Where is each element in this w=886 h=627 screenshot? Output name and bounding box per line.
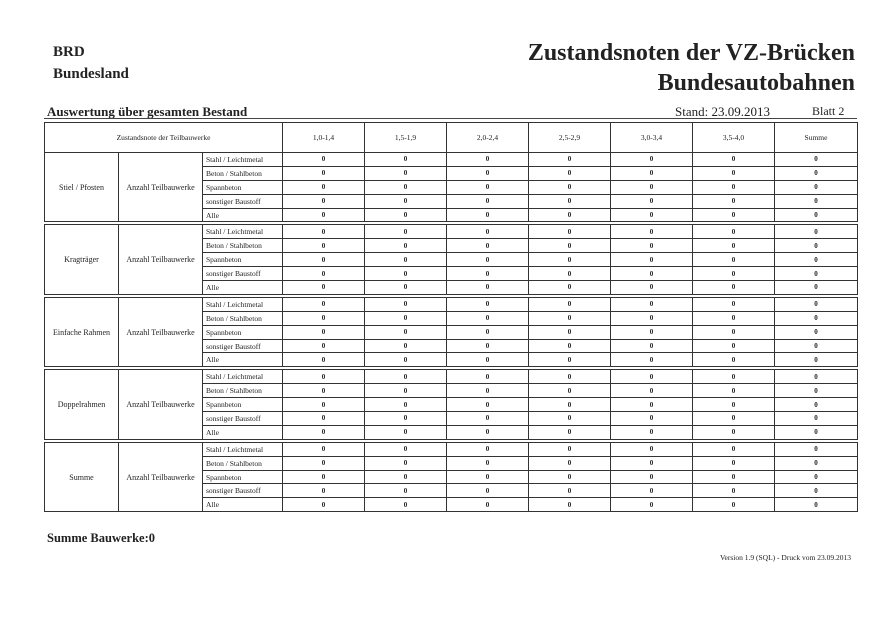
value-cell: 0 — [611, 456, 693, 470]
material-cell: sonstiger Baustoff — [203, 194, 283, 208]
value-cell: 0 — [775, 194, 858, 208]
value-cell: 0 — [529, 370, 611, 384]
value-cell: 0 — [775, 384, 858, 398]
value-cell: 0 — [775, 239, 858, 253]
value-cell: 0 — [365, 498, 447, 512]
table-row — [45, 297, 858, 311]
material-cell: sonstiger Baustoff — [203, 412, 283, 426]
value-cell: 0 — [529, 153, 611, 167]
material-cell: sonstiger Baustoff — [203, 339, 283, 353]
category-cell: Kragträger — [45, 225, 119, 294]
value-cell: 0 — [365, 470, 447, 484]
value-cell: 0 — [529, 339, 611, 353]
category-cell: Summe — [45, 442, 119, 511]
value-cell: 0 — [611, 208, 693, 222]
value-cell: 0 — [283, 281, 365, 295]
category-cell: Stiel / Pfosten — [45, 153, 119, 222]
material-cell: Spannbeton — [203, 470, 283, 484]
header-divider — [44, 118, 857, 119]
column-header: 2,0-2,4 — [447, 123, 529, 153]
column-header: 2,5-2,9 — [529, 123, 611, 153]
table-header-row — [45, 123, 858, 153]
value-cell: 0 — [775, 425, 858, 439]
report-subtitle: Auswertung über gesamten Bestand — [47, 104, 248, 119]
page-title: Zustandsnoten der VZ-Brücken — [527, 40, 855, 66]
value-cell: 0 — [611, 297, 693, 311]
value-cell: 0 — [693, 484, 775, 498]
value-cell: 0 — [611, 194, 693, 208]
value-cell: 0 — [693, 398, 775, 412]
value-cell: 0 — [365, 456, 447, 470]
material-cell: Beton / Stahlbeton — [203, 239, 283, 253]
value-cell: 0 — [529, 425, 611, 439]
value-cell: 0 — [693, 208, 775, 222]
value-cell: 0 — [447, 194, 529, 208]
value-cell: 0 — [365, 253, 447, 267]
value-cell: 0 — [283, 353, 365, 367]
value-cell: 0 — [611, 180, 693, 194]
value-cell: 0 — [529, 166, 611, 180]
value-cell: 0 — [693, 498, 775, 512]
value-cell: 0 — [283, 470, 365, 484]
value-cell: 0 — [283, 339, 365, 353]
value-cell: 0 — [693, 267, 775, 281]
value-cell: 0 — [529, 398, 611, 412]
column-header: 1,0-1,4 — [283, 123, 365, 153]
value-cell: 0 — [365, 339, 447, 353]
value-cell: 0 — [447, 325, 529, 339]
value-cell: 0 — [529, 384, 611, 398]
value-cell: 0 — [447, 208, 529, 222]
material-cell: Stahl / Leichtmetal — [203, 370, 283, 384]
value-cell: 0 — [693, 442, 775, 456]
value-cell: 0 — [365, 311, 447, 325]
value-cell: 0 — [775, 297, 858, 311]
value-cell: 0 — [529, 267, 611, 281]
value-cell: 0 — [529, 311, 611, 325]
value-cell: 0 — [611, 281, 693, 295]
value-cell: 0 — [611, 384, 693, 398]
value-cell: 0 — [365, 153, 447, 167]
value-cell: 0 — [775, 153, 858, 167]
value-cell: 0 — [775, 339, 858, 353]
value-cell: 0 — [529, 281, 611, 295]
value-cell: 0 — [283, 208, 365, 222]
value-cell: 0 — [529, 225, 611, 239]
value-cell: 0 — [447, 412, 529, 426]
value-cell: 0 — [447, 180, 529, 194]
value-cell: 0 — [283, 384, 365, 398]
value-cell: 0 — [775, 225, 858, 239]
value-cell: 0 — [611, 353, 693, 367]
value-cell: 0 — [365, 370, 447, 384]
value-cell: 0 — [775, 456, 858, 470]
value-cell: 0 — [529, 239, 611, 253]
table-row — [45, 153, 858, 167]
value-cell: 0 — [447, 281, 529, 295]
value-cell: 0 — [611, 425, 693, 439]
value-cell: 0 — [365, 412, 447, 426]
value-cell: 0 — [365, 194, 447, 208]
value-cell: 0 — [365, 325, 447, 339]
value-cell: 0 — [693, 384, 775, 398]
value-cell: 0 — [283, 412, 365, 426]
material-cell: sonstiger Baustoff — [203, 484, 283, 498]
value-cell: 0 — [611, 239, 693, 253]
value-cell: 0 — [529, 484, 611, 498]
value-cell: 0 — [447, 339, 529, 353]
value-cell: 0 — [365, 442, 447, 456]
material-cell: Stahl / Leichtmetal — [203, 297, 283, 311]
material-cell: Beton / Stahlbeton — [203, 311, 283, 325]
material-cell: Alle — [203, 498, 283, 512]
value-cell: 0 — [529, 253, 611, 267]
value-cell: 0 — [611, 325, 693, 339]
value-cell: 0 — [447, 484, 529, 498]
value-cell: 0 — [693, 425, 775, 439]
value-cell: 0 — [775, 484, 858, 498]
value-cell: 0 — [283, 442, 365, 456]
subcategory-cell: Anzahl Teilbauwerke — [119, 297, 203, 366]
material-cell: Alle — [203, 425, 283, 439]
value-cell: 0 — [447, 153, 529, 167]
value-cell: 0 — [693, 225, 775, 239]
value-cell: 0 — [693, 166, 775, 180]
value-cell: 0 — [529, 498, 611, 512]
value-cell: 0 — [611, 442, 693, 456]
value-cell: 0 — [447, 267, 529, 281]
material-cell: Alle — [203, 281, 283, 295]
value-cell: 0 — [611, 253, 693, 267]
table-row — [45, 225, 858, 239]
value-cell: 0 — [447, 166, 529, 180]
value-cell: 0 — [447, 425, 529, 439]
value-cell: 0 — [365, 398, 447, 412]
material-cell: Alle — [203, 353, 283, 367]
value-cell: 0 — [447, 384, 529, 398]
corner-header: Zustandsnote der Teilbauwerke — [45, 123, 283, 153]
value-cell: 0 — [529, 180, 611, 194]
value-cell: 0 — [775, 281, 858, 295]
value-cell: 0 — [447, 398, 529, 412]
material-cell: Stahl / Leichtmetal — [203, 153, 283, 167]
value-cell: 0 — [693, 325, 775, 339]
report-date: Stand: 23.09.2013 — [675, 104, 770, 119]
material-cell: Spannbeton — [203, 325, 283, 339]
value-cell: 0 — [447, 311, 529, 325]
value-cell: 0 — [365, 239, 447, 253]
value-cell: 0 — [283, 456, 365, 470]
value-cell: 0 — [611, 470, 693, 484]
subcategory-cell: Anzahl Teilbauwerke — [119, 225, 203, 294]
value-cell: 0 — [283, 297, 365, 311]
value-cell: 0 — [529, 208, 611, 222]
material-cell: Spannbeton — [203, 253, 283, 267]
value-cell: 0 — [775, 311, 858, 325]
value-cell: 0 — [693, 470, 775, 484]
value-cell: 0 — [447, 370, 529, 384]
value-cell: 0 — [529, 297, 611, 311]
value-cell: 0 — [775, 398, 858, 412]
material-cell: Stahl / Leichtmetal — [203, 225, 283, 239]
value-cell: 0 — [693, 456, 775, 470]
value-cell: 0 — [693, 370, 775, 384]
value-cell: 0 — [365, 297, 447, 311]
value-cell: 0 — [365, 208, 447, 222]
column-header: Summe — [775, 123, 858, 153]
category-cell: Doppelrahmen — [45, 370, 119, 439]
state-label: BRD — [53, 44, 85, 60]
value-cell: 0 — [693, 180, 775, 194]
value-cell: 0 — [775, 353, 858, 367]
value-cell: 0 — [365, 281, 447, 295]
value-cell: 0 — [283, 153, 365, 167]
value-cell: 0 — [283, 325, 365, 339]
value-cell: 0 — [283, 253, 365, 267]
value-cell: 0 — [693, 412, 775, 426]
value-cell: 0 — [283, 239, 365, 253]
value-cell: 0 — [775, 470, 858, 484]
total-structures: Summe Bauwerke:0 — [47, 531, 155, 545]
material-cell: Beton / Stahlbeton — [203, 166, 283, 180]
value-cell: 0 — [611, 267, 693, 281]
value-cell: 0 — [693, 194, 775, 208]
value-cell: 0 — [529, 442, 611, 456]
value-cell: 0 — [283, 425, 365, 439]
value-cell: 0 — [775, 180, 858, 194]
value-cell: 0 — [775, 253, 858, 267]
value-cell: 0 — [447, 225, 529, 239]
column-header: 3,0-3,4 — [611, 123, 693, 153]
value-cell: 0 — [611, 398, 693, 412]
value-cell: 0 — [611, 153, 693, 167]
value-cell: 0 — [365, 225, 447, 239]
condition-table — [44, 122, 858, 512]
value-cell: 0 — [365, 180, 447, 194]
region-label: Bundesland — [53, 66, 129, 82]
sheet-number: Blatt 2 — [812, 104, 845, 118]
value-cell: 0 — [447, 297, 529, 311]
value-cell: 0 — [283, 267, 365, 281]
value-cell: 0 — [611, 166, 693, 180]
value-cell: 0 — [693, 153, 775, 167]
value-cell: 0 — [611, 311, 693, 325]
value-cell: 0 — [283, 180, 365, 194]
material-cell: Spannbeton — [203, 180, 283, 194]
value-cell: 0 — [283, 311, 365, 325]
value-cell: 0 — [529, 470, 611, 484]
value-cell: 0 — [365, 384, 447, 398]
value-cell: 0 — [447, 498, 529, 512]
value-cell: 0 — [447, 239, 529, 253]
value-cell: 0 — [529, 456, 611, 470]
value-cell: 0 — [693, 253, 775, 267]
value-cell: 0 — [775, 267, 858, 281]
value-cell: 0 — [693, 311, 775, 325]
value-cell: 0 — [611, 370, 693, 384]
table-row — [45, 370, 858, 384]
value-cell: 0 — [611, 484, 693, 498]
value-cell: 0 — [775, 208, 858, 222]
value-cell: 0 — [447, 353, 529, 367]
value-cell: 0 — [365, 353, 447, 367]
value-cell: 0 — [611, 225, 693, 239]
value-cell: 0 — [283, 194, 365, 208]
version-note: Version 1.9 (SQL) - Druck vom 23.09.2013 — [719, 553, 851, 562]
value-cell: 0 — [775, 442, 858, 456]
material-cell: sonstiger Baustoff — [203, 267, 283, 281]
value-cell: 0 — [283, 498, 365, 512]
value-cell: 0 — [283, 484, 365, 498]
value-cell: 0 — [693, 281, 775, 295]
material-cell: Beton / Stahlbeton — [203, 384, 283, 398]
value-cell: 0 — [775, 325, 858, 339]
value-cell: 0 — [775, 166, 858, 180]
value-cell: 0 — [283, 225, 365, 239]
material-cell: Spannbeton — [203, 398, 283, 412]
value-cell: 0 — [529, 353, 611, 367]
value-cell: 0 — [283, 370, 365, 384]
page-title-line2: Bundesautobahnen — [657, 70, 855, 96]
value-cell: 0 — [283, 166, 365, 180]
value-cell: 0 — [775, 370, 858, 384]
value-cell: 0 — [365, 484, 447, 498]
value-cell: 0 — [447, 470, 529, 484]
column-header: 3,5-4,0 — [693, 123, 775, 153]
value-cell: 0 — [693, 339, 775, 353]
value-cell: 0 — [611, 498, 693, 512]
table-row — [45, 442, 858, 456]
value-cell: 0 — [529, 412, 611, 426]
value-cell: 0 — [611, 339, 693, 353]
value-cell: 0 — [693, 239, 775, 253]
category-cell: Einfache Rahmen — [45, 297, 119, 366]
value-cell: 0 — [365, 425, 447, 439]
column-header: 1,5-1,9 — [365, 123, 447, 153]
value-cell: 0 — [447, 456, 529, 470]
material-cell: Beton / Stahlbeton — [203, 456, 283, 470]
value-cell: 0 — [447, 442, 529, 456]
value-cell: 0 — [611, 412, 693, 426]
value-cell: 0 — [693, 353, 775, 367]
value-cell: 0 — [775, 412, 858, 426]
value-cell: 0 — [693, 297, 775, 311]
value-cell: 0 — [529, 325, 611, 339]
material-cell: Stahl / Leichtmetal — [203, 442, 283, 456]
value-cell: 0 — [447, 253, 529, 267]
material-cell: Alle — [203, 208, 283, 222]
value-cell: 0 — [283, 398, 365, 412]
value-cell: 0 — [365, 166, 447, 180]
subcategory-cell: Anzahl Teilbauwerke — [119, 153, 203, 222]
value-cell: 0 — [529, 194, 611, 208]
subcategory-cell: Anzahl Teilbauwerke — [119, 442, 203, 511]
value-cell: 0 — [365, 267, 447, 281]
subcategory-cell: Anzahl Teilbauwerke — [119, 370, 203, 439]
value-cell: 0 — [775, 498, 858, 512]
